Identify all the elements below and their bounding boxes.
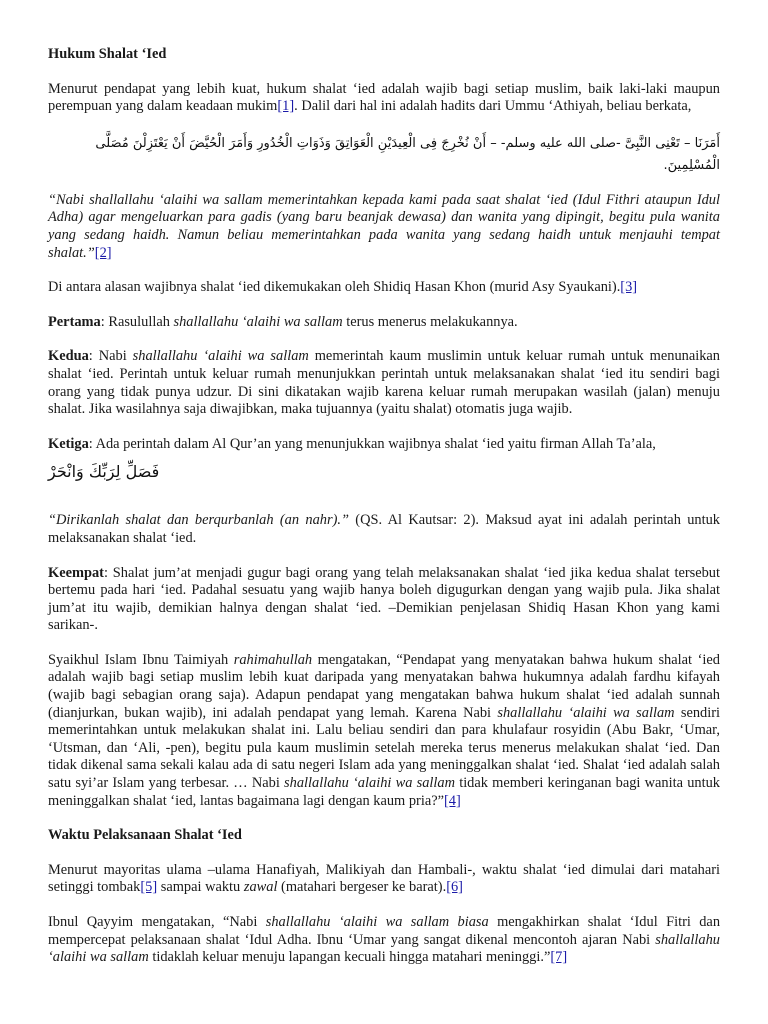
label: Ketiga bbox=[48, 435, 89, 452]
section-heading-waktu: Waktu Pelaksanaan Shalat ‘Ied bbox=[48, 827, 242, 844]
text: (matahari bergeser ke barat). bbox=[277, 879, 447, 896]
arabic-verse-wrap bbox=[48, 461, 720, 498]
text: memerintah kaum muslimin untuk keluar rumah untuk menunaikan shalat ‘ied. Perintah untuk keluar rumah menunjukkan perintah untuk melaksanakan shalat ‘ied itu sendiri bagi orang yang tidak punya udzur. Di sini dikatakan wajib karena keluar rumah merupakan wasilah (jalan) menuju shalat. Jika wasilahnya saja diwajibkan, maka tujuannya (yaitu shalat) otomatis juga wajib. bbox=[48, 348, 720, 418]
text: : Ada perintah dalam Al Qur’an yang menunjukkan wajibnya shalat ‘ied yaitu firman Allah Ta’ala, bbox=[88, 435, 656, 452]
paragraph-ibnu-taimiyah bbox=[48, 652, 720, 810]
text: : Nabi bbox=[88, 348, 133, 365]
text: Menurut pendapat yang lebih kuat, hukum shalat ‘ied adalah wajib bagi setiap muslim, baik laki-laki maupun perempuan yang dalam keadaan mukim bbox=[48, 80, 720, 115]
text: mengatakan, “Pendapat yang menyatakan bahwa hukum shalat ‘ied adalah wajib bagi setiap muslim lebih kuat daripada yang menyatakan bahwa hukumnya adalah fardhu kifayah (wajib bagi sebagian orang saja). Adapun pendapat yang mengatakan bahwa hukum shalat ‘ied adalah sunnah (dianjurkan, bukan wajib), ini adalah pendapat yang lemah. Karena Nabi bbox=[48, 651, 720, 721]
paragraph-pertama bbox=[48, 314, 720, 332]
paragraph-ketiga bbox=[48, 436, 720, 454]
italic-text: shallallahu ‘alaihi wa sallam bbox=[48, 931, 720, 966]
italic-text: shallallahu ‘alaihi wa sallam bbox=[173, 313, 343, 330]
italic-text: shallallahu ‘alaihi wa sallam bbox=[284, 775, 455, 792]
text: : Rasulullah bbox=[100, 313, 174, 330]
label: Pertama bbox=[48, 313, 101, 330]
text: : Shalat jum’at menjadi gugur bagi orang yang telah melaksanakan shalat ‘ied jika kedua shalat tersebut bertemu pada hari ‘ied. Padahal sesuatu yang wajib hanya boleh digugurkan dengan yang wajib pula. Jika shalat jum’at itu wajib, demikian halnya dengan shalat ‘ied. –Demikian penjelasan Shidiq Hasan Khon yang kami sarikan-. bbox=[48, 564, 720, 634]
paragraph-verse-translation bbox=[48, 512, 720, 547]
paragraph-waktu bbox=[48, 862, 720, 897]
italic-text: zawal bbox=[243, 879, 278, 896]
text: . Dalil dari hal ini adalah hadits dari Ummu ‘Athiyah, beliau berkata, bbox=[294, 98, 692, 115]
footnote-link-7[interactable]: [7] bbox=[550, 949, 568, 966]
text: sendiri memerintahkan untuk melakukan shalat ini. Lalu beliau sendiri dan para khulafaur rosyidin (Abu Bakr, ‘Umar, ‘Utsman, dan ‘Ali, -pen), begitu pula kaum muslimin setelah mereka terus menerus melakukan shalat ‘ied. Dan tidak dikenal sama sekali kalau ada di satu negeri Islam ada yang meninggalkan shalat ‘ied. Shalat ‘ied adalah salah satu syi’ar Islam yang terbesar. … Nabi bbox=[48, 704, 721, 792]
paragraph-alasan bbox=[48, 279, 720, 297]
italic-text: shallallahu ‘alaihi wa sallam biasa bbox=[265, 914, 489, 930]
italic-text: shallallahu ‘alaihi wa sallam bbox=[497, 704, 675, 721]
paragraph-ibnul-qayyim bbox=[48, 914, 720, 967]
section-heading-hukum: Hukum Shalat ‘Ied bbox=[48, 46, 167, 62]
paragraph-keempat bbox=[48, 565, 720, 635]
footnote-link-3[interactable]: [3] bbox=[620, 279, 638, 296]
text: Ibnul Qayyim mengatakan, “Nabi bbox=[48, 914, 266, 930]
label: Kedua bbox=[48, 348, 89, 365]
italic-text: “Dirikanlah shalat dan berqurbanlah (an nahr).” bbox=[48, 512, 349, 529]
italic-text: shallallahu ‘alaihi wa sallam bbox=[132, 348, 309, 365]
text: mengakhirkan shalat ‘Idul Fitri dan mempercepat pelaksanaan shalat ‘Idul Adha. Ibnu ‘Umar yang sangat dikenal mencontoh ajaran Nabi bbox=[48, 914, 721, 948]
italic-text: “Nabi shallallahu ‘alaihi wa sallam memerintahkan kepada kami pada saat shalat ‘ied (Idul Fithri ataupun Idul Adha) agar mengeluarkan para gadis (yang baru beanjak dewasa) dan wanita yang dipingit, begitu pula wanita yang sedang haidh. Namun beliau memerintahkan pada wanita yang sedang haidh untuk menjauhi tempat shalat.” bbox=[48, 191, 720, 261]
paragraph-hukum bbox=[48, 81, 720, 116]
text: tidaklah keluar menuju lapangan kecuali hingga matahari meninggi.” bbox=[148, 949, 551, 966]
text: Menurut mayoritas ulama –ulama Hanafiyah, Malikiyah dan Hambali-, waktu shalat ‘ied dimulai dari matahari setinggi tombak bbox=[48, 861, 720, 896]
footnote-link-4[interactable]: [4] bbox=[444, 792, 461, 809]
text: Di antara alasan wajibnya shalat ‘ied dikemukakan oleh Shidiq Hasan Khon (murid Asy Syaukani). bbox=[48, 279, 621, 296]
paragraph-hadith-translation bbox=[48, 192, 720, 262]
paragraph-kedua bbox=[48, 348, 720, 418]
text: sampai waktu bbox=[157, 879, 244, 896]
italic-text: rahimahullah bbox=[233, 651, 313, 668]
text: tidak memberi keringanan bagi wanita untuk meninggalkan shalat ‘ied, lantas bagaimana lagi dengan kaum pria?” bbox=[48, 775, 720, 809]
text: (QS. Al Kautsar: 2). Maksud ayat ini adalah perintah untuk melaksanakan shalat ‘ied. bbox=[48, 512, 721, 546]
footnote-link-2[interactable]: [2] bbox=[94, 244, 112, 261]
footnote-link-1[interactable]: [1] bbox=[277, 98, 295, 115]
footnote-link-5[interactable]: [5] bbox=[140, 879, 158, 896]
arabic-hadith: أَمَرَنَا – تَعْنِى النَّبِىَّ -صلى الله عليه وسلم- – أَنْ نُخْرِجَ فِى الْعِيدَيْنِ الْعَوَاتِقَ وَذَوَاتِ الْخُدُورِ وَأَمَرَ الْحُيَّضَ أَنْ يَعْتَزِلْنَ مُصَلَّى الْمُسْلِمِينَ. bbox=[95, 135, 720, 173]
footnote-link-6[interactable]: [6] bbox=[446, 879, 463, 896]
text: terus menerus melakukannya. bbox=[342, 313, 518, 330]
text: Syaikhul Islam Ibnu Taimiyah bbox=[48, 651, 234, 668]
arabic-verse: فَصَلِّ لِرَبِّكَ وَانْحَرْ bbox=[48, 462, 160, 482]
label: Keempat bbox=[48, 564, 104, 581]
